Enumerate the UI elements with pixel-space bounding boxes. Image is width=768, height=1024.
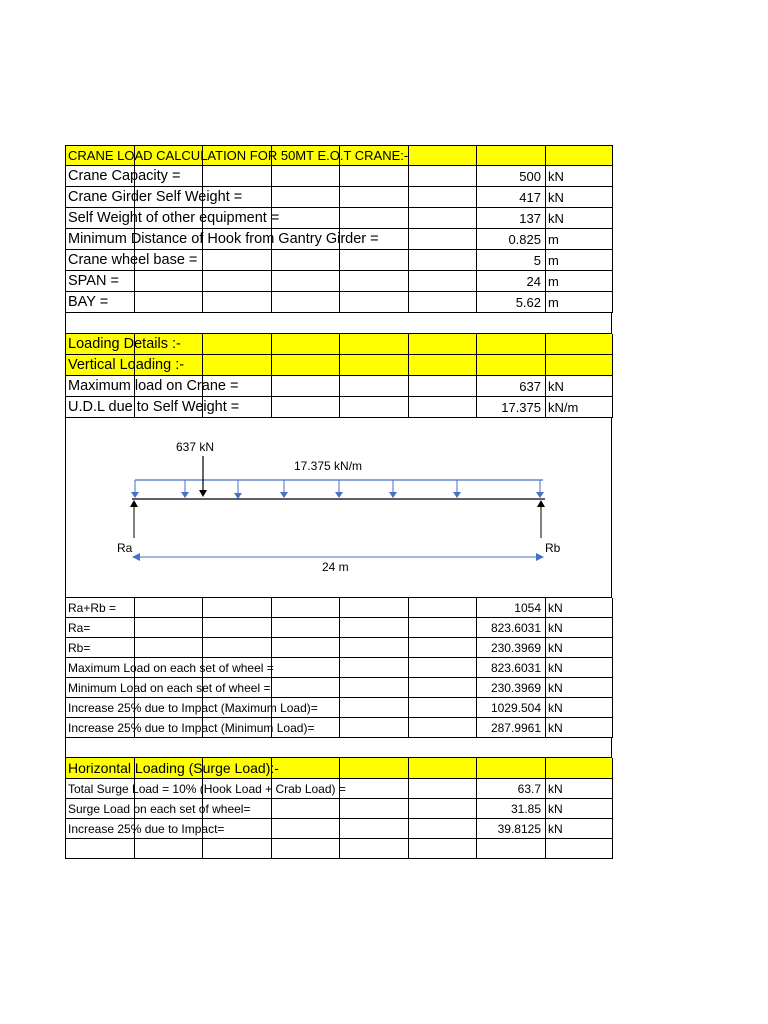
table-row [65, 779, 612, 799]
row-unit: m [548, 273, 559, 289]
row-unit: kN [548, 720, 563, 735]
beam-diagram [65, 418, 612, 598]
table-row [65, 618, 612, 638]
row-value: 5.62 [515, 294, 541, 310]
table-row [65, 187, 612, 208]
row-value: 500 [519, 168, 541, 184]
table-row [65, 376, 612, 397]
row-label: Crane Girder Self Weight = [68, 189, 243, 205]
row-value: 1054 [514, 600, 541, 615]
row-unit: kN [548, 801, 563, 816]
right-reaction-label: Rb [545, 541, 561, 555]
row-unit: kN [548, 781, 563, 796]
row-label: Total Surge Load = 10% (Hook Load + Crab Load) = [68, 781, 346, 796]
row-label: Crane Capacity = [68, 168, 181, 184]
blank-row [65, 313, 612, 334]
span-label: 24 m [322, 560, 349, 574]
table-row [65, 397, 612, 418]
table-row [65, 166, 612, 187]
left-reaction-label: Ra [117, 541, 133, 555]
table-row [65, 698, 612, 718]
table-row [65, 819, 612, 839]
row-unit: m [548, 252, 559, 268]
point-load-arrow [199, 456, 207, 497]
spreadsheet [65, 145, 612, 859]
row-label: BAY = [68, 294, 109, 310]
row-unit: kN [548, 620, 563, 635]
sheet-title: CRANE LOAD CALCULATION FOR 50MT E.O.T CRANE:- [68, 147, 409, 163]
vertical-loading-heading: Vertical Loading :- [68, 357, 185, 373]
row-label: Self Weight of other equipment = [68, 210, 280, 226]
row-label: U.D.L due to Self Weight = [68, 399, 240, 415]
row-unit: kN [548, 660, 563, 675]
horizontal-loading-heading: Horizontal Loading (Surge Load):- [68, 760, 279, 776]
row-value: 5 [533, 252, 541, 268]
row-value: 417 [519, 189, 541, 205]
row-value: 1029.504 [490, 700, 541, 715]
row-value: 0.825 [508, 231, 541, 247]
crane-section [65, 166, 612, 313]
row-label: Ra= [68, 620, 91, 635]
section-row [65, 334, 612, 355]
row-unit: kN [548, 700, 563, 715]
table-row [65, 658, 612, 678]
row-value: 823.6031 [490, 620, 541, 635]
row-value: 137 [519, 210, 541, 226]
row-value: 637 [519, 378, 541, 394]
row-label: Minimum Distance of Hook from Gantry Girder = [68, 231, 379, 247]
row-label: Increase 25% due to Impact (Maximum Load)= [68, 700, 318, 715]
row-label: Ra+Rb = [68, 600, 117, 615]
row-label: Increase 25% due to Impact (Minimum Load)= [68, 720, 315, 735]
table-row [65, 229, 612, 250]
table-row [65, 839, 612, 859]
row-unit: kN [548, 821, 563, 836]
table-row [65, 678, 612, 698]
row-unit: m [548, 231, 559, 247]
row-label: Minimum Load on each set of wheel = [68, 680, 271, 695]
udl-label: 17.375 kN/m [294, 459, 363, 473]
point-load-label: 637 kN [176, 440, 215, 454]
row-unit: m [548, 294, 559, 310]
results-section [65, 598, 612, 738]
blank-row [65, 738, 612, 758]
row-unit: kN [548, 680, 563, 695]
row-label: SPAN = [68, 273, 119, 289]
loading-details-heading: Loading Details :- [68, 336, 181, 352]
row-unit: kN [548, 168, 564, 184]
row-label: Maximum load on Crane = [68, 378, 239, 394]
row-label: Increase 25% due to Impact= [68, 821, 225, 836]
section-row [65, 758, 612, 779]
row-unit: kN [548, 378, 564, 394]
table-row [65, 292, 612, 313]
row-value: 17.375 [501, 399, 541, 415]
row-value: 24 [526, 273, 541, 289]
row-label: Surge Load on each set of wheel= [68, 801, 251, 816]
row-value: 287.9961 [490, 720, 541, 735]
table-row [65, 271, 612, 292]
title-row [65, 145, 612, 166]
udl-arrows [131, 480, 544, 499]
row-unit: kN [548, 600, 563, 615]
table-row [65, 799, 612, 819]
row-unit: kN [548, 640, 563, 655]
table-row [65, 208, 612, 229]
row-unit: kN [548, 210, 564, 226]
row-unit: kN [548, 189, 564, 205]
row-value: 31.85 [510, 801, 541, 816]
row-value: 230.3969 [490, 680, 541, 695]
section-row [65, 355, 612, 376]
row-unit: kN/m [548, 399, 579, 415]
table-row [65, 598, 612, 618]
row-label: Maximum Load on each set of wheel = [68, 660, 274, 675]
left-reaction-arrow [130, 500, 138, 538]
row-value: 39.8125 [497, 821, 541, 836]
right-reaction-arrow [537, 500, 545, 538]
row-label: Rb= [68, 640, 91, 655]
row-value: 823.6031 [490, 660, 541, 675]
table-row [65, 250, 612, 271]
row-label: Crane wheel base = [68, 252, 198, 268]
table-row [65, 638, 612, 658]
row-value: 230.3969 [490, 640, 541, 655]
table-row [65, 718, 612, 738]
row-value: 63.7 [517, 781, 541, 796]
